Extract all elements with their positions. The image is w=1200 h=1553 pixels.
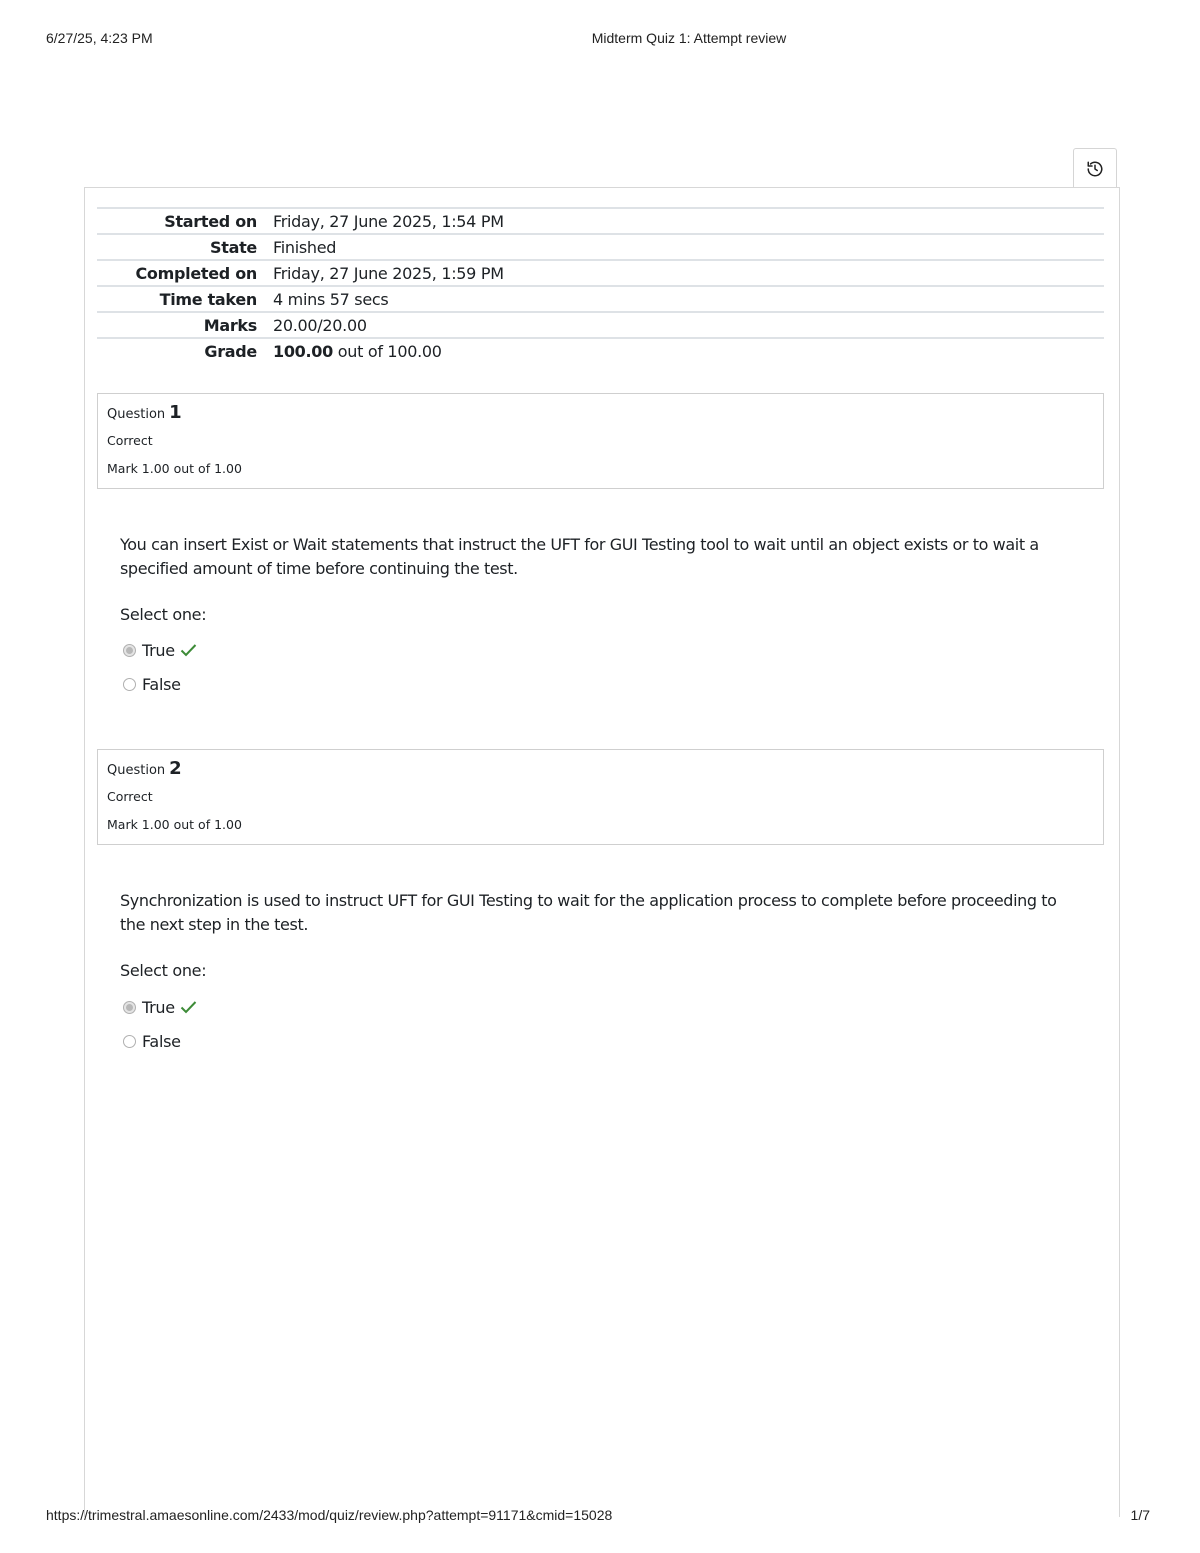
question-text-2: Synchronization is used to instruct UFT for GUI Testing to wait for the application process to complete before proceeding to the next step in the test.: [120, 891, 1057, 934]
summary-label: Time taken: [159, 289, 257, 309]
summary-row-time-taken: [97, 286, 1104, 312]
summary-row-started-on: [97, 208, 1104, 234]
grade-out-of: out of 100.00: [332, 342, 442, 361]
print-url: https://trimestral.amaesonline.com/2433/mod/quiz/review.php?attempt=91171&cmid=15028: [46, 1507, 613, 1523]
question-number: [107, 758, 182, 779]
attempt-summary-table: [97, 207, 1104, 364]
correct-check-icon: [180, 1000, 197, 1014]
summary-label: Grade: [204, 342, 257, 361]
print-datetime: 6/27/25, 4:23 PM: [46, 30, 153, 46]
history-icon: [1086, 160, 1104, 178]
summary-value: 4 mins 57 secs: [273, 289, 389, 309]
question-number-value: 2: [169, 758, 182, 779]
option-false[interactable]: [123, 1031, 181, 1051]
summary-value: Friday, 27 June 2025, 1:59 PM: [273, 263, 504, 283]
radio-button[interactable]: [123, 1035, 136, 1048]
question-info-2: [97, 749, 1104, 845]
question-state: Correct: [107, 789, 153, 804]
option-true[interactable]: [123, 640, 197, 660]
summary-value: Finished: [273, 237, 337, 257]
print-footer: [0, 1507, 1200, 1527]
summary-row-marks: [97, 312, 1104, 338]
question-number: [107, 402, 182, 423]
radio-button[interactable]: [123, 678, 136, 691]
question-mark: Mark 1.00 out of 1.00: [107, 817, 242, 832]
summary-value: Friday, 27 June 2025, 1:54 PM: [273, 211, 504, 231]
summary-label: Marks: [203, 315, 257, 335]
select-one-prompt: Select one:: [120, 961, 207, 980]
correct-check-icon: [180, 643, 197, 657]
question-text-1: You can insert Exist or Wait statements that instruct the UFT for GUI Testing tool to wait until an object exists or to wait a specified amount of time before continuing the test.: [120, 535, 1039, 578]
summary-label: Started on: [164, 211, 257, 231]
option-label: True: [142, 640, 175, 660]
summary-value: [257, 338, 1104, 364]
radio-button[interactable]: [123, 644, 136, 657]
question-label: Question: [107, 407, 166, 422]
history-button[interactable]: [1073, 148, 1117, 188]
question-number-value: 1: [169, 402, 182, 423]
question-info-1: [97, 393, 1104, 489]
option-label: True: [142, 997, 175, 1017]
summary-row-state: [97, 234, 1104, 260]
radio-button[interactable]: [123, 1001, 136, 1014]
summary-row-completed-on: [97, 260, 1104, 286]
option-label: False: [142, 1031, 181, 1051]
print-header: [0, 30, 1200, 50]
option-label: False: [142, 674, 181, 694]
summary-label: Completed on: [135, 263, 257, 283]
summary-label: State: [210, 237, 257, 257]
summary-value: 20.00/20.00: [273, 315, 367, 335]
print-page-number: 1/7: [1130, 1507, 1150, 1523]
grade-score: 100.00: [273, 342, 333, 361]
review-panel: [84, 187, 1120, 1517]
option-true[interactable]: [123, 997, 197, 1017]
question-state: Correct: [107, 433, 153, 448]
question-label: Question: [107, 763, 166, 778]
option-false[interactable]: [123, 674, 181, 694]
select-one-prompt: Select one:: [120, 605, 207, 624]
summary-row-grade: [97, 338, 1104, 364]
print-title: Midterm Quiz 1: Attempt review: [591, 30, 787, 46]
question-mark: Mark 1.00 out of 1.00: [107, 461, 242, 476]
